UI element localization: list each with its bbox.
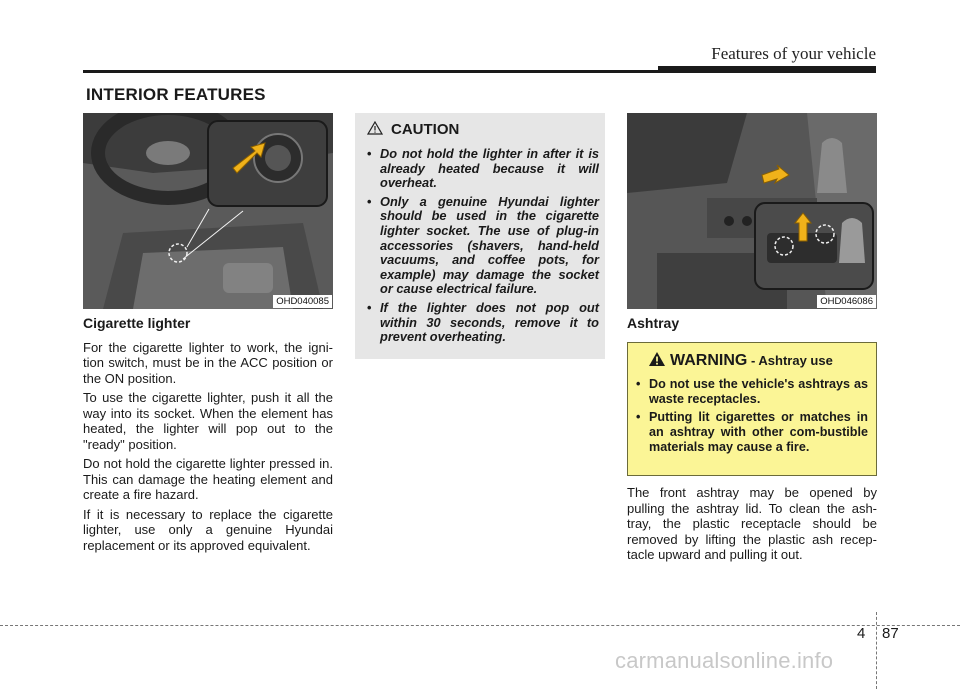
caution-item: • If the lighter does not pop out within 30 seconds, remove it to prevent overheating.	[367, 301, 599, 345]
warning-triangle-icon	[648, 351, 666, 367]
warning-word: WARNING	[670, 352, 748, 369]
lighter-paragraph: For the cigarette lighter to work, the igni-tion switch, must be in the ACC position or the ON position.	[83, 339, 333, 386]
page-number: 87	[882, 625, 899, 642]
lighter-heading: Cigarette lighter	[83, 315, 191, 331]
caution-triangle-icon	[367, 121, 383, 135]
ashtray-figure	[627, 113, 877, 309]
ashtray-illustration	[627, 113, 877, 309]
caution-heading	[367, 121, 459, 138]
warning-list	[636, 377, 868, 458]
cigarette-lighter-figure	[83, 113, 333, 309]
warning-item: • Putting lit cigarettes or matches in an ashtray with other com-bustible materials may cause a fire.	[636, 410, 868, 455]
running-header: Features of your vehicle	[711, 44, 876, 63]
ashtray-body	[627, 485, 877, 567]
lighter-paragraph: Do not hold the cigarette lighter pressed in. This can damage the heating element and create a fire hazard.	[83, 456, 333, 502]
warning-heading	[648, 351, 833, 370]
lighter-paragraph: To use the cigarette lighter, push it all the way into its socket. When the element has heated, the lighter will pop out to the "ready" position.	[83, 390, 333, 452]
header-tab-bar	[658, 66, 876, 73]
warning-subtitle: - Ashtray use	[747, 353, 833, 368]
caution-item: • Do not hold the lighter in after it is already heated because it will overheat.	[367, 147, 599, 191]
caution-item: • Only a genuine Hyundai lighter should be used in the cigarette lighter socket. The use of plug-in accessories (shavers, hand-held vacuums, and coffee pots, for example) may damage the socket or cause electrical failure.	[367, 195, 599, 297]
ashtray-paragraph: The front ashtray may be opened by pulling the ashtray lid. To clean the ash-tray, the plastic receptacle should be removed by lifting the plastic ash recep-tacle upward and pulling it out.	[627, 485, 877, 562]
section-title: INTERIOR FEATURES	[86, 85, 266, 104]
ashtray-heading: Ashtray	[627, 315, 680, 331]
figure-code: OHD046086	[817, 295, 876, 308]
cigarette-lighter-illustration	[83, 113, 333, 309]
caution-box	[355, 113, 605, 359]
footer-rule	[0, 625, 960, 626]
warning-box	[627, 342, 877, 476]
lighter-paragraph: If it is necessary to replace the cigarette lighter, use only a genuine Hyundai replacement or its approved equivalent.	[83, 506, 333, 553]
chapter-number: 4	[857, 625, 866, 642]
watermark: carmanualsonline.info	[615, 648, 834, 673]
caution-list	[367, 147, 599, 349]
ashtray-section	[627, 316, 877, 340]
lighter-section	[83, 316, 333, 557]
footer-divider	[876, 612, 877, 689]
warning-item: • Do not use the vehicle's ashtrays as waste receptacles.	[636, 377, 868, 407]
caution-heading-text: CAUTION	[391, 121, 460, 138]
figure-code: OHD040085	[273, 295, 332, 308]
